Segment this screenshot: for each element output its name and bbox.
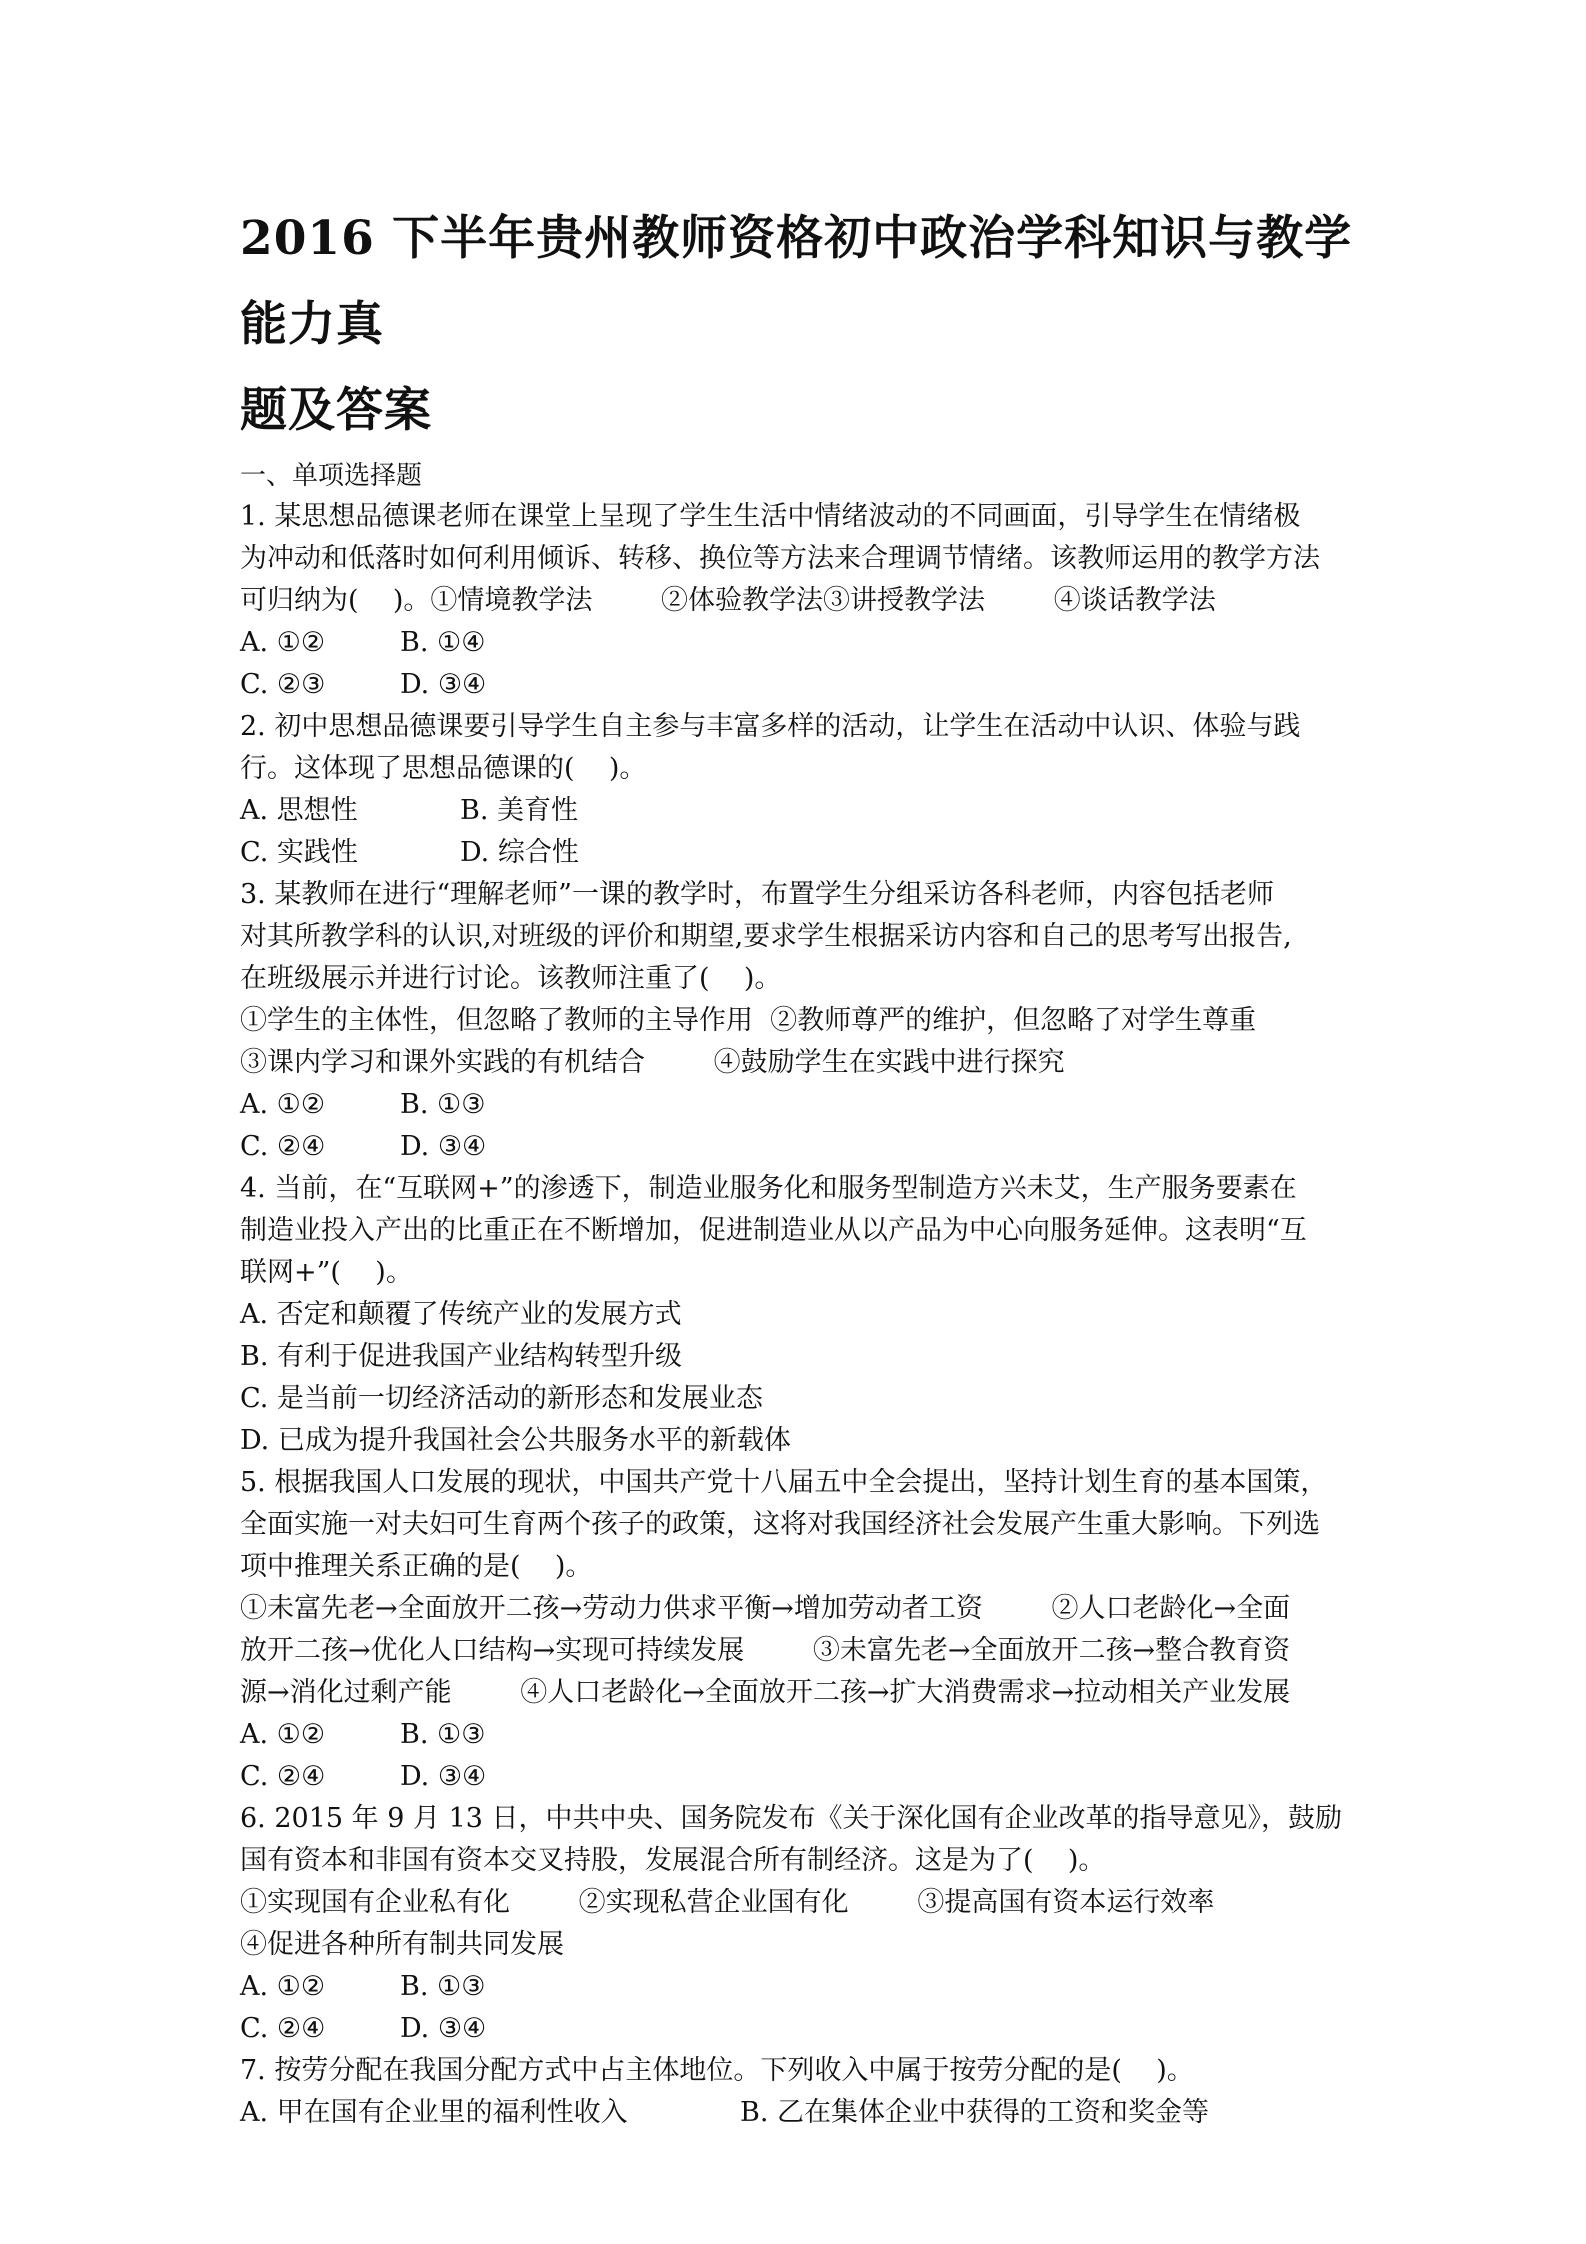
option-b: B. ①③ [400,1089,486,1120]
options-row [240,790,1360,832]
option-d: D. ③④ [400,1131,487,1162]
option-d: D. 已成为提升我国社会公共服务水平的新载体 [240,1425,791,1456]
option-c: C. ②③ [240,669,326,700]
question-1 [240,496,1360,706]
document-page [240,196,1360,2134]
document-title [240,196,1360,454]
options-row [240,832,1360,874]
question-text: 国有资本和非国有资本交叉持股，发展混合所有制经济。这是为了( )。 [240,1845,1106,1876]
option-d: D. ③④ [400,669,487,700]
section-heading: 一、单项选择题 [240,461,423,491]
options-row [240,1714,1360,1756]
options-row [240,1084,1360,1126]
question-text: 放开二孩→优化人口结构→实现可持续发展 ③未富先老→全面放开二孩→整合教育资 [240,1635,1291,1666]
question-text: ④促进各种所有制共同发展 [240,1929,564,1960]
options-row [240,622,1360,664]
question-text: ①学生的主体性，但忽略了教师的主导作用 ②教师尊严的维护，但忽略了对学生尊重 [240,1005,1257,1036]
title-line-2: 题及答案 [240,383,432,438]
question-text: 为冲动和低落时如何利用倾诉、转移、换位等方法来合理调节情绪。该教师运用的教学方法 [240,543,1320,574]
option-d: D. 综合性 [460,837,579,868]
question-text: 7. 按劳分配在我国分配方式中占主体地位。下列收入中属于按劳分配的是( )。 [240,2055,1194,2086]
options-row [240,2092,1360,2134]
question-text: 项中推理关系正确的是( )。 [240,1551,593,1582]
option-a: A. 否定和颠覆了传统产业的发展方式 [240,1299,682,1330]
question-text: 6. 2015 年 9 月 13 日，中共中央、国务院发布《关于深化国有企业改革的指导意见》，鼓励 [240,1803,1343,1834]
option-a: A. ①② [240,1719,326,1750]
question-text: 2. 初中思想品德课要引导学生自主参与丰富多样的活动，让学生在活动中认识、体验与践 [240,711,1301,742]
options-row [240,2008,1360,2050]
option-d: D. ③④ [400,2013,487,2044]
option-b: B. ①③ [400,1719,486,1750]
option-c: C. 是当前一切经济活动的新形态和发展业态 [240,1383,763,1414]
question-text: ③课内学习和课外实践的有机结合 ④鼓励学生在实践中进行探究 [240,1047,1065,1078]
question-text: 1. 某思想品德课老师在课堂上呈现了学生生活中情绪波动的不同画面，引导学生在情绪极 [240,501,1301,532]
option-c: C. ②④ [240,1131,326,1162]
question-text: 联网+”( )。 [240,1257,413,1288]
options-row [240,1966,1360,2008]
option-a: A. ①② [240,1971,326,2002]
option-c: C. ②④ [240,2013,326,2044]
option-b: B. 乙在集体企业中获得的工资和奖金等 [740,2097,1210,2128]
option-a: A. 思想性 [240,795,358,826]
option-a: A. ①② [240,1089,326,1120]
option-b: B. ①④ [400,627,486,658]
option-c: C. ②④ [240,1761,326,1792]
option-b: B. 美育性 [460,795,579,826]
options-row [240,1756,1360,1798]
question-text: 可归纳为( )。①情境教学法 ②体验教学法③讲授教学法 ④谈话教学法 [240,585,1216,616]
question-text: ①未富先老→全面放开二孩→劳动力供求平衡→增加劳动者工资 ②人口老龄化→全面 [240,1593,1291,1624]
question-7 [240,2050,1360,2134]
option-a: A. ①② [240,627,326,658]
question-text: 行。这体现了思想品德课的( )。 [240,753,647,784]
options-row [240,1126,1360,1168]
option-b: B. 有利于促进我国产业结构转型升级 [240,1341,683,1372]
option-a: A. 甲在国有企业里的福利性收入 [240,2097,628,2128]
question-text: 在班级展示并进行讨论。该教师注重了( )。 [240,963,782,994]
option-b: B. ①③ [400,1971,486,2002]
question-text: 源→消化过剩产能 ④人口老龄化→全面放开二孩→扩大消费需求→拉动相关产业发展 [240,1677,1291,1708]
question-text: 对其所教学科的认识,对班级的评价和期望,要求学生根据采访内容和自己的思考写出报告, [240,921,1292,952]
options-row [240,664,1360,706]
question-text: 5. 根据我国人口发展的现状，中国共产党十八届五中全会提出，坚持计划生育的基本国策， [240,1467,1328,1498]
option-c: C. 实践性 [240,837,358,868]
question-6 [240,1798,1360,2050]
title-line-1: 2016 下半年贵州教师资格初中政治学科知识与教学能力真 [240,211,1353,352]
question-text: 制造业投入产出的比重正在不断增加，促进制造业从以产品为中心向服务延伸。这表明“互 [240,1215,1307,1246]
question-text: ①实现国有企业私有化 ②实现私营企业国有化 ③提高国有资本运行效率 [240,1887,1215,1918]
question-4 [240,1168,1360,1462]
question-text: 全面实施一对夫妇可生育两个孩子的政策，这将对我国经济社会发展产生重大影响。下列选 [240,1509,1320,1540]
question-5 [240,1462,1360,1798]
question-2 [240,706,1360,874]
question-text: 4. 当前，在“互联网+”的渗透下，制造业服务化和服务型制造方兴未艾，生产服务要素在 [240,1173,1297,1204]
option-d: D. ③④ [400,1761,487,1792]
question-text: 3. 某教师在进行“理解老师”一课的教学时，布置学生分组采访各科老师，内容包括老师 [240,879,1274,910]
question-3 [240,874,1360,1168]
